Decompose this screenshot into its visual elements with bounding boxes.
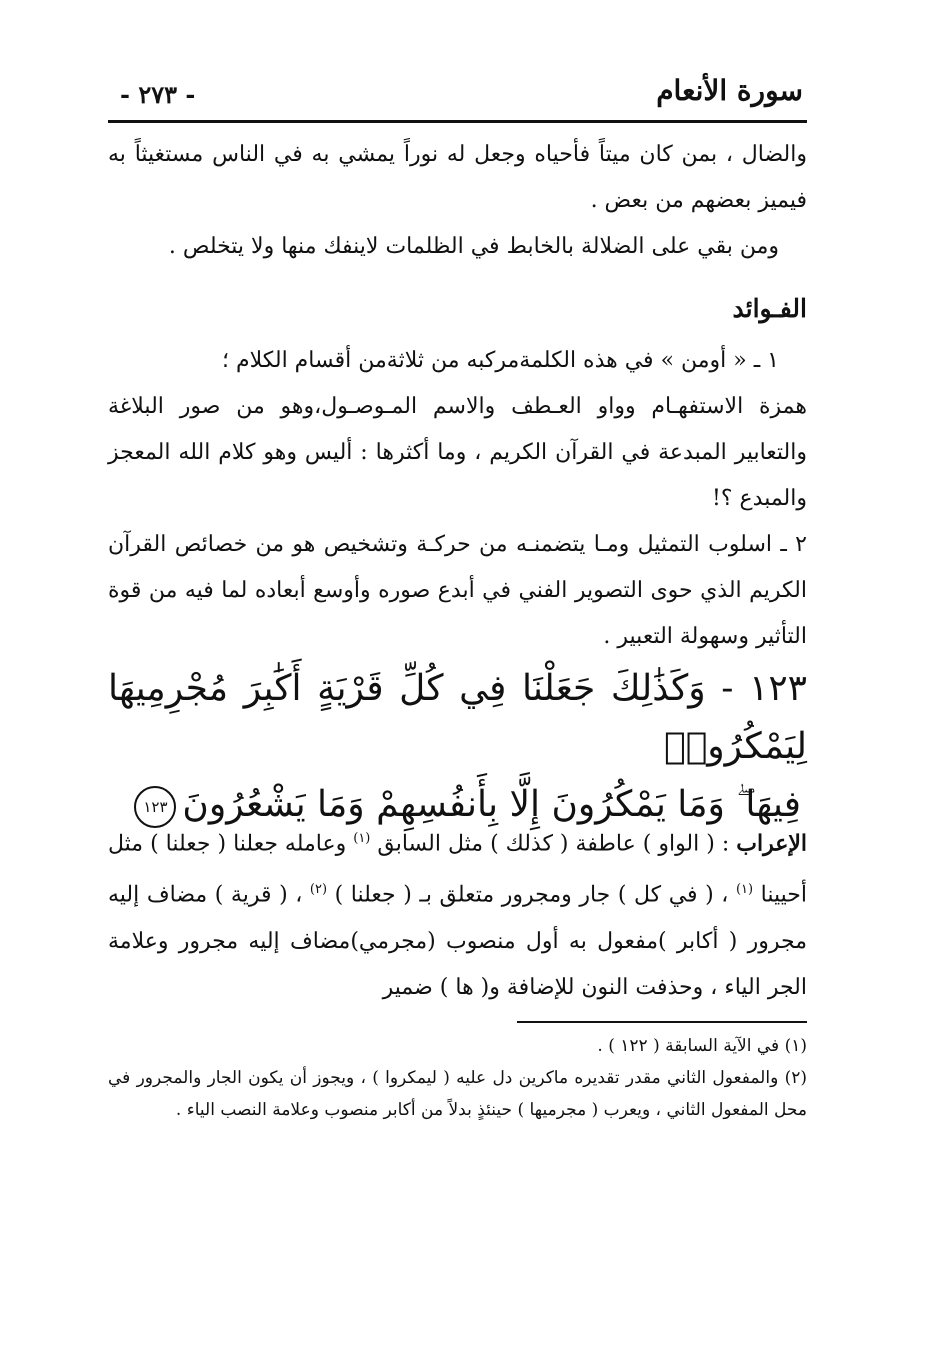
irab-segment-1: : ( الواو ) عاطفة ( كذلك ) مثل السابق bbox=[370, 831, 737, 857]
irab-segment-3: ، ( في كل ) جار ومجرور متعلق بـ ( جعلنا ) bbox=[327, 882, 736, 908]
footnote-ref-1: (١) bbox=[353, 831, 371, 846]
irab-segment-2: وعامله جعلنا ( جعلنا ) مثل أحيينا bbox=[108, 831, 808, 908]
footnote-2: (٢) والمفعول الثاني مقدر تقديره ماكرين دل عليه ( ليمكروا ) ، ويجوز أن يكون الجار والمجرور في محل المفعول الثاني ، ويعرب ( مجرميها ) حينئذٍ بدلاً من أكابر منصوب وعلامة النصب الياء . bbox=[108, 1068, 807, 1120]
fawaid-item-1-body: همزة الاستفهـام وواو العـطف والاسم المـوصـول،وهو من صور البلاغة والتعابير المبدعة في القرآن الكريم ، وما أكثرها : أليس وهو كلام الله المعجز والمبدع ؟! bbox=[108, 394, 807, 511]
irab-segment-4: ، ( قرية ) مضاف إليه مجرور ( أكابر )مفعول به أول منصوب (مجرمي)مضاف إليه مجرور وعلامة الجر الياء ، وحذفت النون للإضافة و( ها ) ضمير bbox=[108, 882, 807, 1000]
footnotes bbox=[108, 1030, 807, 1126]
verse-line-1: ١٢٣ - وَكَذَٰلِكَ جَعَلْنَا فِي كُلِّ قَرْيَةٍ أَكَٰبِرَ مُجْرِمِيهَا لِيَمْكُرُوا۟ bbox=[108, 668, 807, 767]
footnote-divider bbox=[517, 1021, 807, 1023]
irab-paragraph bbox=[108, 816, 807, 1011]
intro-paragraph-1: والضال ، بمن كان ميتاً فأحياه وجعل له نوراً يمشي به في الناس مستغيثاً به فيميز بعضهم من بعض . bbox=[108, 142, 807, 213]
page-number: - ٢٧٣ - bbox=[120, 80, 196, 109]
page-header bbox=[112, 70, 803, 120]
fawaid-item-1-lead: ١ ـ « أومن » في هذه الكلمةمركبه من ثلاثةمن أقسام الكلام ؛ bbox=[221, 348, 779, 373]
footnote-ref-2: (٢) bbox=[309, 882, 328, 898]
footnote-1: (١) في الآية السابقة ( ١٢٢ ) . bbox=[597, 1036, 807, 1056]
surah-title: سورة الأنعام bbox=[656, 74, 803, 107]
irab-heading: الإعراب bbox=[736, 830, 807, 857]
intro-paragraph-2: ومن بقي على الضلالة بالخابط في الظلمات لاينفك منها ولا يتخلص . bbox=[168, 234, 779, 259]
fawaid-item-2: ٢ ـ اسلوب التمثيل ومـا يتضمنـه من حركـة وتشخيص هو من خصائص القرآن الكريم الذي حوى التصوير الفني في أبدع صوره وأوسع أبعاده لما فيه من قوة التأثير وسهولة التعبير . bbox=[108, 532, 807, 649]
main-text bbox=[108, 132, 807, 660]
ayah-number-marker: ١٢٣ bbox=[134, 786, 176, 828]
irab-section bbox=[108, 816, 807, 1011]
header-divider bbox=[108, 120, 807, 123]
quran-verse bbox=[108, 660, 807, 834]
footnote-ref-1-repeat: (١) bbox=[735, 882, 754, 898]
fawaid-heading: الفـوائد bbox=[732, 294, 807, 323]
verse-line-2: فِيهَا ۖ وَمَا يَمْكُرُونَ إِلَّا بِأَنفُسِهِمْ وَمَا يَشْعُرُونَ bbox=[182, 784, 801, 825]
